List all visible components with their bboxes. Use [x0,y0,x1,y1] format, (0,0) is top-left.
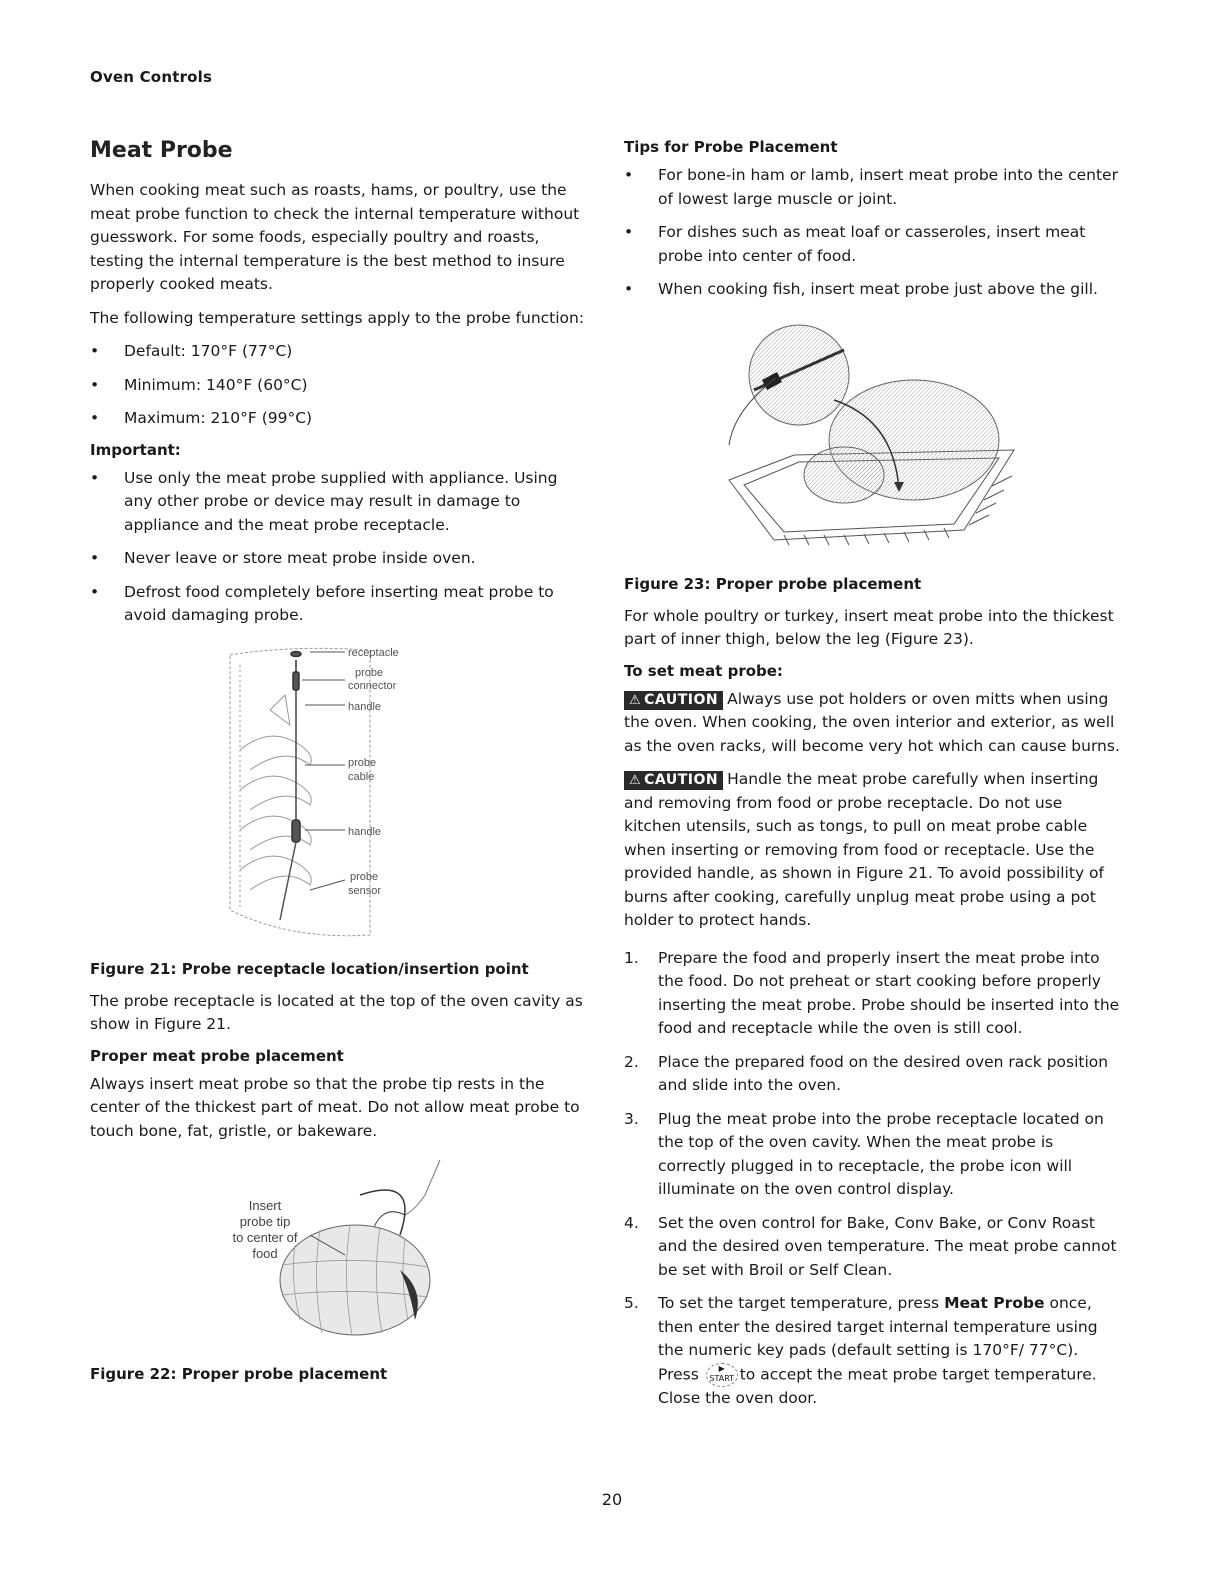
page-title: Meat Probe [90,138,233,163]
fig22-label: food [252,1246,278,1261]
list-item: • Maximum: 210°F (99°C) [90,407,590,431]
start-icon: ▶ START [706,1363,738,1387]
list-item: • For dishes such as meat loaf or casseroles, insert meat probe into center of food. [624,221,1124,268]
figure-22-roast [210,1155,470,1355]
figure-23-poultry [714,320,1034,565]
placement-paragraph: Always insert meat probe so that the probe tip rests in the center of the thickest part of meat. Do not allow meat probe to touch bone, fat, gristle, or bakeware. [90,1074,580,1140]
receptacle-paragraph: The probe receptacle is located at the top of the oven cavity as show in Figure 21. [90,991,583,1033]
list-item: 4. Set the oven control for Bake, Conv Bake, or Conv Roast and the desired oven temperature. The meat probe cannot be set with Broil or Self Clean. [624,1213,1117,1279]
page-number: 20 [601,1490,623,1509]
label-probe-sensor: sensor [348,884,382,897]
settings-list [90,340,590,431]
label-probe-cable: probe [348,756,377,769]
section-header: Oven Controls [90,68,213,86]
placement-label: Proper meat probe placement [90,1046,344,1065]
caution-badge: ⚠ CAUTION [624,691,723,710]
warning-icon: ⚠ [629,692,642,708]
label-probe-connector: probe [355,666,384,679]
list-item: 1. Prepare the food and properly insert the meat probe into the food. Do not preheat or start cooking before properly inserting the meat probe. Probe should be inserted into the food and receptacle while the oven is still cool. [624,948,1120,1037]
tips-label: Tips for Probe Placement [624,138,838,156]
caution-badge: ⚠ CAUTION [624,771,723,790]
set-probe-label: To set meat probe: [624,661,783,680]
intro-paragraph: When cooking meat such as roasts, hams, or poultry, use the meat probe function to check the internal temperature without guesswork. For some foods, especially poultry and roasts, testing the internal temperature is the best method to insure properly cooked meats. [90,181,580,293]
label-receptacle: receptacle [348,646,399,659]
list-item: • When cooking fish, insert meat probe just above the gill. [624,278,1124,302]
list-item: • Default: 170°F (77°C) [90,340,590,364]
list-item: • Never leave or store meat probe inside oven. [90,547,590,571]
figure-21-caption: Figure 21: Probe receptacle location/insertion point [90,959,529,978]
settings-intro: The following temperature settings apply to the probe function: [90,308,585,327]
important-label: Important: [90,440,181,459]
step-5-text: To set the target temperature, press Meat Probe once, then enter the desired target internal temperature using the numeric key pads (default setting is 170°F/ 77°C). Press ▶ START to accept the meat probe target temperature. Close the oven door. [658,1294,1098,1407]
label-handle-bottom: handle [348,825,382,838]
meat-probe-key: Meat Probe [944,1294,1045,1312]
figure-22-caption: Figure 22: Proper probe placement [90,1365,388,1383]
list-item: • Minimum: 140°F (60°C) [90,374,590,398]
label-handle-top: handle [348,700,382,713]
label-probe-sensor: probe [350,870,379,883]
label-probe-connector: connector [348,679,397,692]
poultry-paragraph: For whole poultry or turkey, insert meat probe into the thickest part of inner thigh, below the leg (Figure 23). [624,606,1114,648]
list-item: • Defrost food completely before inserting meat probe to avoid damaging probe. [90,581,590,628]
list-item: • For bone-in ham or lamb, insert meat probe into the center of lowest large muscle or joint. [624,164,1124,211]
caution-1: ⚠ CAUTION Always use pot holders or oven mitts when using the oven. When cooking, the oven interior and exterior, as well as the oven racks, will become very hot which can cause burns. [624,689,1120,755]
figure-21-oven-cavity [210,640,470,950]
caution-2: ⚠ CAUTION Handle the meat probe carefully when inserting and removing from food or probe receptacle. Do not use kitchen utensils, such as tongs, to pull on meat probe cable when inserting or removing from food or receptacle. Use the provided handle, as shown in Figure 21. To avoid possibility of burns after cooking, carefully unplug meat probe using a pot holder to protect hands. [624,770,1104,929]
list-item: • Use only the meat probe supplied with appliance. Using any other probe or device may result in damage to appliance and the meat probe receptacle. [90,467,590,538]
fig22-label: to center of [232,1230,298,1245]
tips-list [624,164,1124,302]
list-item: 3. Plug the meat probe into the probe receptacle located on the top of the oven cavity. When the meat probe is correctly plugged in to receptacle, the probe icon will illuminate on the oven control display. [624,1109,1104,1198]
warning-icon: ⚠ [629,773,642,788]
figure-23-caption: Figure 23: Proper probe placement [624,574,922,593]
list-item: 5. To set the target temperature, press Meat Probe once, then enter the desired target internal temperature using the numeric key pads (default setting is 170°F/ 77°C). Press ▶ START to accept the meat probe target temperature. Close the oven door. [624,1292,1124,1410]
important-list [90,467,590,628]
fig22-label: probe tip [239,1214,291,1229]
steps-list [624,947,1124,1411]
right-column [624,138,1124,1420]
fig22-label: Insert [248,1198,282,1213]
list-item: 2. Place the prepared food on the desired oven rack position and slide into the oven. [624,1052,1109,1094]
label-probe-cable: cable [348,770,375,783]
left-column [90,138,590,1395]
